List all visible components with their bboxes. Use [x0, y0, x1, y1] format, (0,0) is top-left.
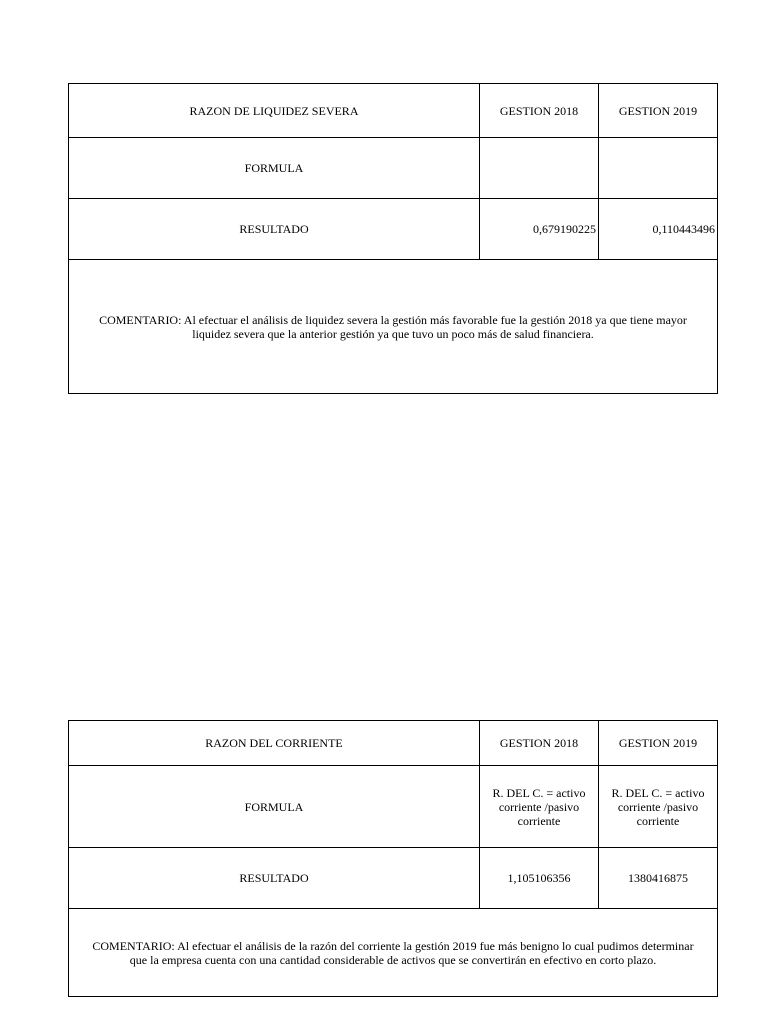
column-header-2018: GESTION 2018 — [480, 721, 599, 766]
formula-2018 — [480, 138, 599, 199]
liquidez-severa-table — [68, 83, 718, 394]
column-header-2019: GESTION 2019 — [599, 721, 718, 766]
result-2019: 0,110443496 — [599, 199, 718, 260]
formula-label: FORMULA — [69, 766, 480, 848]
result-label: RESULTADO — [69, 848, 480, 909]
formula-label: FORMULA — [69, 138, 480, 199]
formula-2019: R. DEL C. = activo corriente /pasivo corriente — [599, 766, 718, 848]
table-title: RAZON DE LIQUIDEZ SEVERA — [69, 84, 480, 138]
table-title: RAZON DEL CORRIENTE — [69, 721, 480, 766]
result-2018: 1,105106356 — [480, 848, 599, 909]
column-header-2019: GESTION 2019 — [599, 84, 718, 138]
comment-text: COMENTARIO: Al efectuar el análisis de la razón del corriente la gestión 2019 fue más benigno lo cual pudimos determinar que la empresa cuenta con una cantidad considerable de activos que se convertirán en efectivo en corto plazo. — [69, 909, 718, 997]
formula-2019 — [599, 138, 718, 199]
result-2018: 0,679190225 — [480, 199, 599, 260]
result-2019: 1380416875 — [599, 848, 718, 909]
comment-text: COMENTARIO: Al efectuar el análisis de liquidez severa la gestión más favorable fue la gestión 2018 ya que tiene mayor liquidez severa que la anterior gestión ya que tuvo un poco más de salud financiera. — [69, 260, 718, 394]
result-label: RESULTADO — [69, 199, 480, 260]
formula-2018: R. DEL C. = activo corriente /pasivo corriente — [480, 766, 599, 848]
razon-corriente-table — [68, 720, 718, 997]
column-header-2018: GESTION 2018 — [480, 84, 599, 138]
